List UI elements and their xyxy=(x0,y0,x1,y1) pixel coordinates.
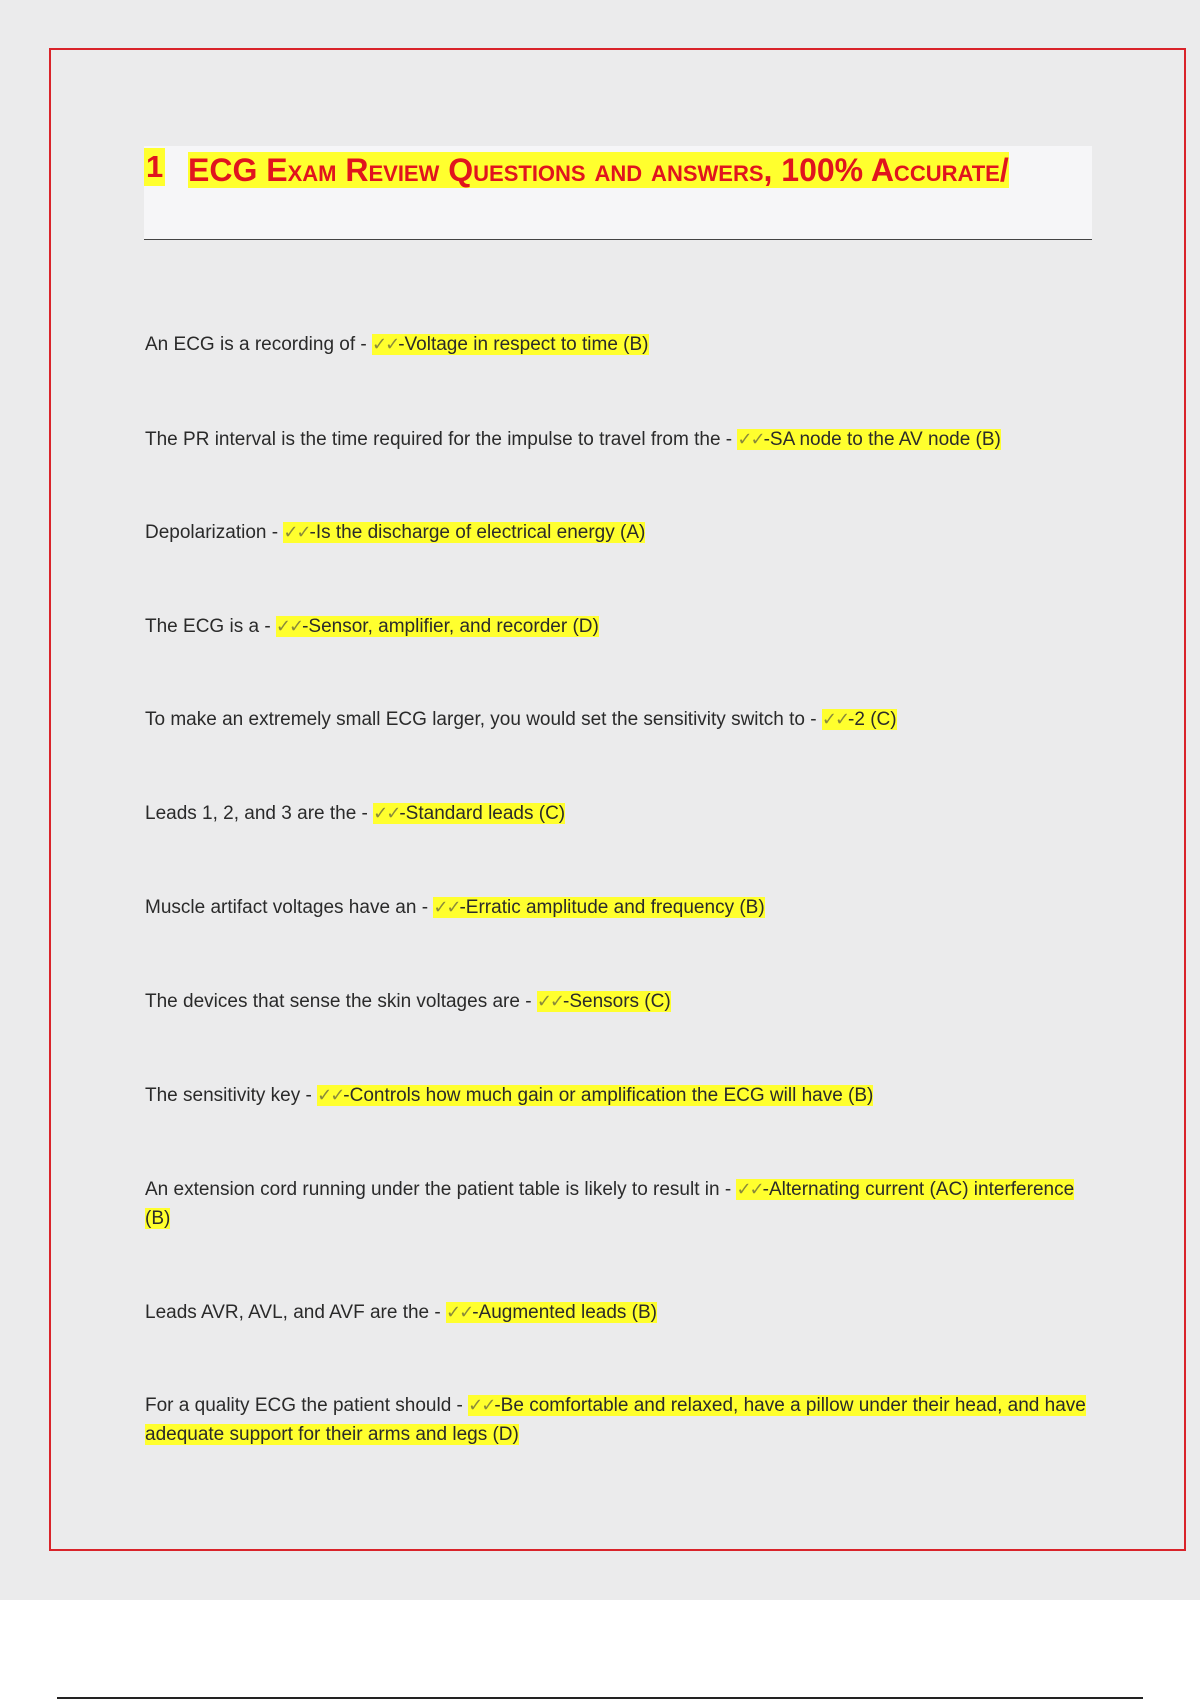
qa-item-6 xyxy=(145,799,1095,828)
page-title-text: ECG Exam Review Questions and answers, 100% Accurate/ xyxy=(188,152,1009,188)
question-text: Depolarization - xyxy=(145,522,284,543)
question-text: To make an extremely small ECG larger, you would set the sensitivity switch to - xyxy=(145,709,822,730)
double-check-icon: ✓✓ xyxy=(821,709,849,729)
double-check-icon: ✓✓ xyxy=(468,1395,495,1415)
qa-item-3 xyxy=(145,518,1095,547)
question-text: An ECG is a recording of - xyxy=(145,334,373,355)
question-text: The sensitivity key - xyxy=(145,1085,318,1106)
question-text: An extension cord running under the patient table is likely to result in - xyxy=(145,1179,737,1200)
double-check-icon: ✓✓ xyxy=(736,1179,763,1199)
double-check-icon: ✓✓ xyxy=(737,429,764,449)
double-check-icon: ✓✓ xyxy=(283,522,310,542)
answer-text: -Controls how much gain or amplification the ECG will have (B) xyxy=(343,1085,874,1106)
answer-text: -Standard leads (C) xyxy=(399,803,566,824)
qa-item-4 xyxy=(145,612,1095,641)
double-check-icon: ✓✓ xyxy=(536,991,563,1011)
answer-text: -2 (C) xyxy=(848,709,897,730)
double-check-icon: ✓✓ xyxy=(372,334,399,354)
answer-highlight xyxy=(446,1302,657,1323)
qa-item-10 xyxy=(145,1175,1095,1233)
answer-text: -Be comfortable and relaxed, have a pillow under their head, and have adequate support for their arms and legs (D) xyxy=(145,1395,1086,1445)
answer-text: -Voltage in respect to time (B) xyxy=(398,334,649,355)
answer-text: -Erratic amplitude and frequency (B) xyxy=(459,897,765,918)
answer-highlight xyxy=(822,709,897,730)
answer-text: -Alternating current (AC) interference (B) xyxy=(145,1179,1075,1229)
question-text: Muscle artifact voltages have an - xyxy=(145,897,434,918)
double-check-icon: ✓✓ xyxy=(433,897,460,917)
heading-number: 1 xyxy=(146,149,164,184)
double-check-icon: ✓✓ xyxy=(317,1085,344,1105)
next-page-divider xyxy=(57,1697,1143,1699)
question-text: The ECG is a - xyxy=(145,616,276,637)
qa-item-8 xyxy=(145,987,1095,1016)
answer-text: -Is the discharge of electrical energy (A) xyxy=(309,522,646,543)
question-text: Leads 1, 2, and 3 are the - xyxy=(145,803,374,824)
qa-item-2 xyxy=(145,425,1095,454)
answer-highlight xyxy=(283,522,645,543)
question-text: The devices that sense the skin voltages are - xyxy=(145,991,537,1012)
double-check-icon: ✓✓ xyxy=(373,803,400,823)
qa-item-11 xyxy=(145,1298,1095,1327)
question-text: The PR interval is the time required for the impulse to travel from the - xyxy=(145,429,738,450)
answer-text: -Augmented leads (B) xyxy=(472,1302,658,1323)
question-text: Leads AVR, AVL, and AVF are the - xyxy=(145,1302,447,1323)
double-check-icon: ✓✓ xyxy=(446,1302,473,1322)
answer-highlight xyxy=(372,334,648,355)
qa-item-9 xyxy=(145,1081,1095,1110)
qa-item-5 xyxy=(145,705,1095,734)
page-title xyxy=(188,148,1068,192)
question-text: For a quality ECG the patient should - xyxy=(145,1395,469,1416)
answer-highlight xyxy=(276,616,599,637)
answer-text: -Sensor, amplifier, and recorder (D) xyxy=(302,616,599,637)
answer-highlight xyxy=(737,429,1000,450)
qa-item-12 xyxy=(145,1391,1095,1449)
answer-highlight xyxy=(537,991,671,1012)
double-check-icon: ✓✓ xyxy=(275,616,303,636)
answer-highlight xyxy=(433,897,764,918)
qa-item-1 xyxy=(145,330,1095,359)
answer-highlight xyxy=(373,803,565,824)
answer-text: -Sensors (C) xyxy=(563,991,671,1012)
answer-text: -SA node to the AV node (B) xyxy=(763,429,1001,450)
qa-item-7 xyxy=(145,893,1095,922)
answer-highlight xyxy=(317,1085,873,1106)
